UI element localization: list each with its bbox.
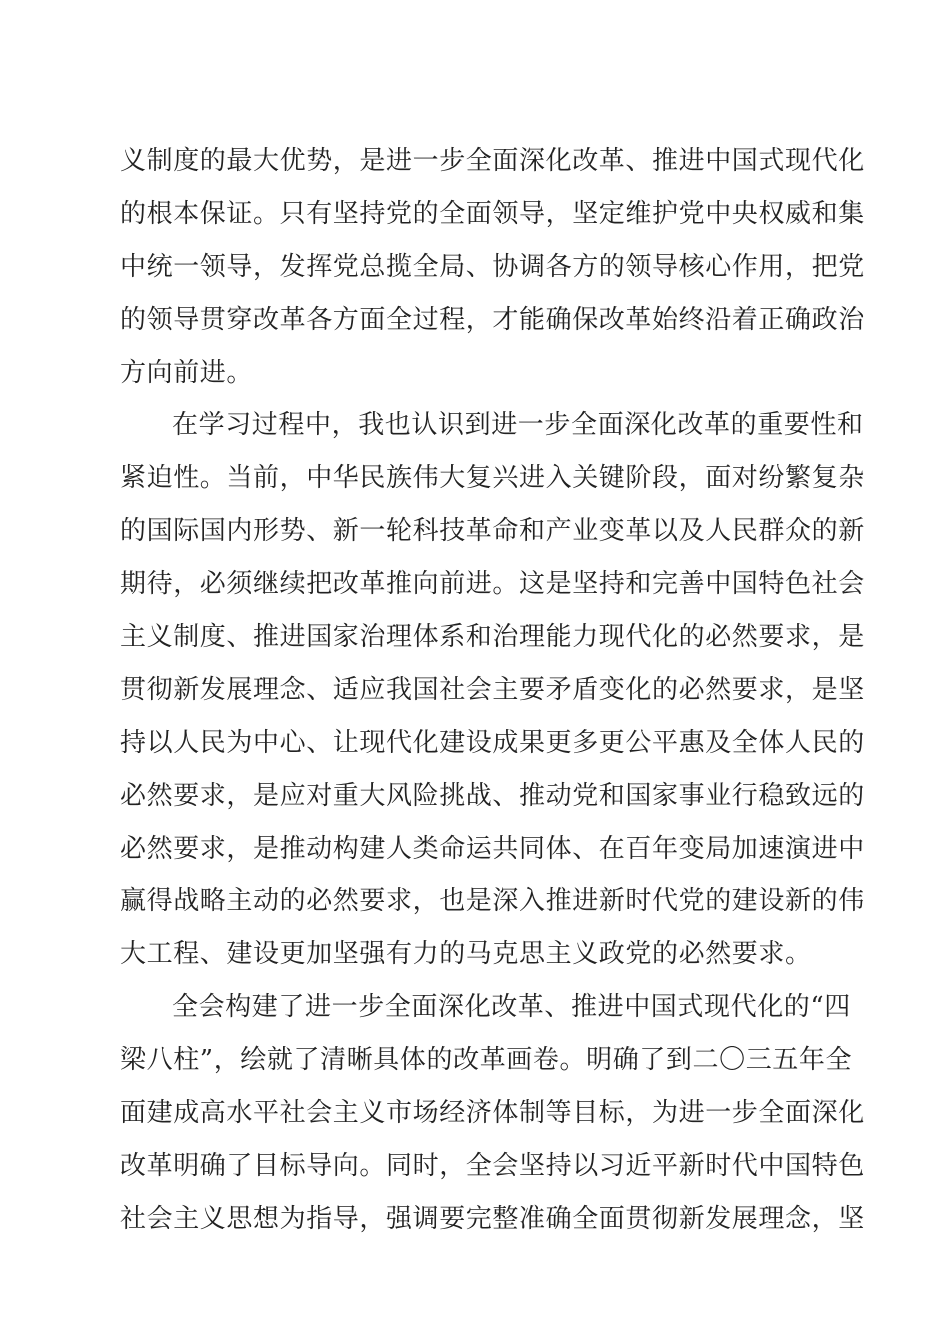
text-line: 紧迫性。当前，中华民族伟大复兴进入关键阶段，面对纷繁复杂 [120,463,865,494]
text-line: 赢得战略主动的必然要求，也是深入推进新时代党的建设新的伟 [120,886,865,917]
text-line: 主义制度、推进国家治理体系和治理能力现代化的必然要求，是 [120,622,865,653]
text-line: 在学习过程中，我也认识到进一步全面深化改革的重要性和 [172,410,864,441]
paragraph-2 [120,399,865,981]
text-line: 贯彻新发展理念、适应我国社会主要矛盾变化的必然要求，是坚 [120,674,865,705]
text-line: 方向前进。 [120,357,254,388]
text-line: 期待，必须继续把改革推向前进。这是坚持和完善中国特色社会 [120,569,865,600]
text-line: 持以人民为中心、让现代化建设成果更多更公平惠及全体人民的 [120,727,865,758]
paragraph-3 [120,981,865,1245]
text-line: 的国际国内形势、新一轮科技革命和产业变革以及人民群众的新 [120,516,865,547]
text-line: 必然要求，是应对重大风险挑战、推动党和国家事业行稳致远的 [120,780,865,811]
text-line: 的领导贯穿改革各方面全过程，才能确保改革始终沿着正确政治 [120,304,865,335]
text-line: 社会主义思想为指导，强调要完整准确全面贯彻新发展理念，坚 [120,1203,865,1234]
text-line: 梁八柱”，绘就了清晰具体的改革画卷。明确了到二〇三五年全 [120,1045,853,1076]
text-line: 义制度的最大优势，是进一步全面深化改革、推进中国式现代化 [120,146,865,176]
text-line: 改革明确了目标导向。同时，全会坚持以习近平新时代中国特色 [120,1150,865,1181]
text-line: 大工程、建设更加坚强有力的马克思主义政党的必然要求。 [120,939,812,970]
text-line: 必然要求，是推动构建人类命运共同体、在百年变局加速演进中 [120,833,865,864]
text-line: 面建成高水平社会主义市场经济体制等目标，为进一步全面深化 [120,1098,865,1129]
text-line: 全会构建了进一步全面深化改革、推进中国式现代化的“四 [172,992,851,1023]
document-body [120,135,865,1246]
text-line: 的根本保证。只有坚持党的全面领导，坚定维护党中央权威和集 [120,198,865,229]
paragraph-1 [120,135,865,399]
text-line: 中统一领导，发挥党总揽全局、协调各方的领导核心作用，把党 [120,251,865,282]
